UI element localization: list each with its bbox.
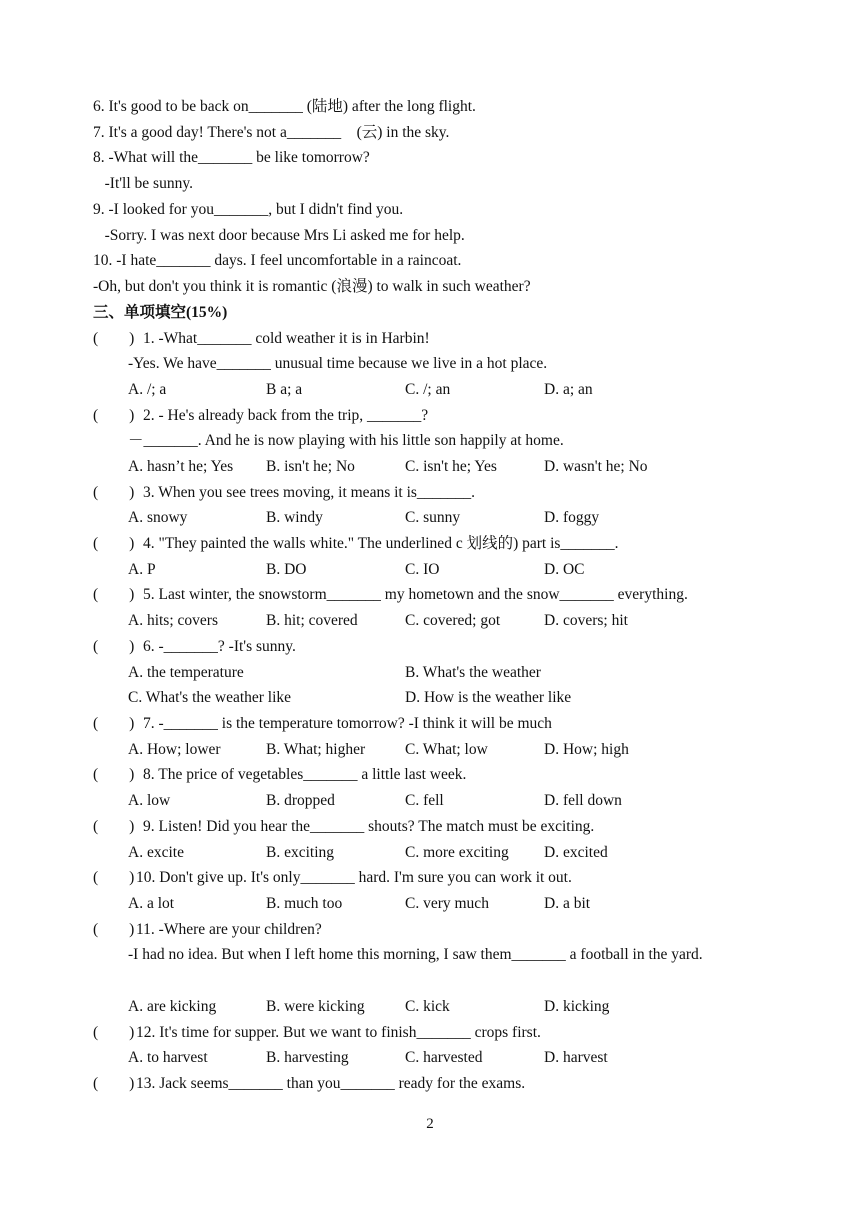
answer-blank: ( ) — [93, 1075, 135, 1092]
question-13-stem: 13. Jack seems_______ than you_______ ready for the exams. — [136, 1075, 526, 1092]
question-3-option-a: A. snowy — [128, 509, 188, 526]
question-3-option-b: B. windy — [266, 509, 323, 526]
question-8-option-d: D. fell down — [544, 792, 622, 809]
answer-blank: ( ) — [93, 638, 135, 655]
question-12-option-c: C. harvested — [405, 1049, 483, 1066]
question-1-option-d: D. a; an — [544, 381, 593, 398]
question-1-stem: 1. -What_______ cold weather it is in Harbin! — [143, 330, 430, 347]
answer-blank: ( ) — [93, 818, 135, 835]
question-5-option-c: C. covered; got — [405, 612, 501, 629]
question-11-option-b: B. were kicking — [266, 998, 365, 1015]
question-7-stem: 7. -_______ is the temperature tomorrow? -I think it will be much — [143, 715, 552, 732]
question-2-option-a: A. hasn’t he; Yes — [128, 458, 234, 475]
answer-blank: ( ) — [93, 330, 135, 347]
fill-in-item-8: 8. -What will the_______ be like tomorrow? — [93, 149, 370, 166]
question-6-stem: 6. -_______? -It's sunny. — [143, 638, 296, 655]
question-11-stem: 11. -Where are your children? — [136, 921, 322, 938]
answer-blank: ( ) — [93, 921, 135, 938]
answer-blank: ( ) — [93, 484, 135, 501]
question-3-option-c: C. sunny — [405, 509, 461, 526]
question-9-option-a: A. excite — [128, 844, 184, 861]
question-6-option-a: A. the temperature — [128, 664, 244, 681]
question-10-option-b: B. much too — [266, 895, 343, 912]
question-4-option-d: D. OC — [544, 561, 585, 578]
question-7-option-b: B. What; higher — [266, 741, 366, 758]
question-1-option-a: A. /; a — [128, 381, 167, 398]
question-11-option-a: A. are kicking — [128, 998, 217, 1015]
question-8-option-b: B. dropped — [266, 792, 335, 809]
question-4-stem: 4. "They painted the walls white." The underlined c 划线的) part is_______. — [143, 535, 619, 552]
answer-blank: ( ) — [93, 407, 135, 424]
section-heading: 三、单项填空(15%) — [93, 304, 228, 321]
question-12-option-b: B. harvesting — [266, 1049, 349, 1066]
question-7-option-a: A. How; lower — [128, 741, 221, 758]
answer-blank: ( ) — [93, 1024, 135, 1041]
fill-in-item-10-answer: -Oh, but don't you think it is romantic (浪漫) to walk in such weather? — [93, 278, 531, 295]
question-12-option-d: D. harvest — [544, 1049, 608, 1066]
question-8-option-c: C. fell — [405, 792, 444, 809]
question-2-stem-2: －_______. And he is now playing with his little son happily at home. — [128, 432, 564, 449]
question-1-stem-2: -Yes. We have_______ unusual time because we live in a hot place. — [128, 355, 548, 372]
question-1-option-b: B a; a — [266, 381, 303, 398]
question-8-option-a: A. low — [128, 792, 171, 809]
question-6-option-b: B. What's the weather — [405, 664, 541, 681]
question-5-option-d: D. covers; hit — [544, 612, 628, 629]
answer-blank: ( ) — [93, 715, 135, 732]
answer-blank: ( ) — [93, 766, 135, 783]
question-10-option-a: A. a lot — [128, 895, 175, 912]
answer-blank: ( ) — [93, 869, 135, 886]
question-5-option-a: A. hits; covers — [128, 612, 218, 629]
fill-in-item-6: 6. It's good to be back on_______ (陆地) after the long flight. — [93, 98, 476, 115]
question-6-option-d: D. How is the weather like — [405, 689, 572, 706]
question-11-stem-2: -I had no idea. But when I left home this morning, I saw them_______ a football in the yard. — [128, 946, 703, 963]
question-10-option-c: C. very much — [405, 895, 489, 912]
fill-in-item-10: 10. -I hate_______ days. I feel uncomfortable in a raincoat. — [93, 252, 462, 269]
fill-in-item-7: 7. It's a good day! There's not a_______ (云) in the sky. — [93, 124, 450, 141]
question-3-stem: 3. When you see trees moving, it means it is_______. — [143, 484, 476, 501]
fill-in-item-9-answer: -Sorry. I was next door because Mrs Li asked me for help. — [93, 227, 465, 244]
question-7-option-c: C. What; low — [405, 741, 488, 758]
question-3-option-d: D. foggy — [544, 509, 600, 526]
question-10-option-d: D. a bit — [544, 895, 591, 912]
question-8-stem: 8. The price of vegetables_______ a little last week. — [143, 766, 467, 783]
fill-in-item-8-answer: -It'll be sunny. — [93, 175, 193, 192]
answer-blank: ( ) — [93, 586, 135, 603]
question-2-option-b: B. isn't he; No — [266, 458, 355, 475]
question-4-option-a: A. P — [128, 561, 156, 578]
question-4-option-c: C. IO — [405, 561, 440, 578]
question-9-option-c: C. more exciting — [405, 844, 509, 861]
question-10-stem: 10. Don't give up. It's only_______ hard. I'm sure you can work it out. — [136, 869, 572, 886]
page-number: 2 — [426, 1116, 434, 1132]
question-11-option-d: D. kicking — [544, 998, 610, 1015]
question-1-option-c: C. /; an — [405, 381, 451, 398]
fill-in-item-9: 9. -I looked for you_______, but I didn't find you. — [93, 201, 404, 218]
question-12-option-a: A. to harvest — [128, 1049, 208, 1066]
question-9-option-d: D. excited — [544, 844, 608, 861]
question-12-stem: 12. It's time for supper. But we want to finish_______ crops first. — [136, 1024, 541, 1041]
question-2-stem: 2. - He's already back from the trip, _______? — [143, 407, 429, 424]
question-6-option-c: C. What's the weather like — [128, 689, 292, 706]
question-9-option-b: B. exciting — [266, 844, 335, 861]
question-4-option-b: B. DO — [266, 561, 307, 578]
question-5-stem: 5. Last winter, the snowstorm_______ my hometown and the snow_______ everything. — [143, 586, 688, 603]
question-2-option-c: C. isn't he; Yes — [405, 458, 497, 475]
question-11-option-c: C. kick — [405, 998, 450, 1015]
question-5-option-b: B. hit; covered — [266, 612, 358, 629]
question-7-option-d: D. How; high — [544, 741, 629, 758]
answer-blank: ( ) — [93, 535, 135, 552]
question-9-stem: 9. Listen! Did you hear the_______ shouts? The match must be exciting. — [143, 818, 595, 835]
question-2-option-d: D. wasn't he; No — [544, 458, 648, 475]
